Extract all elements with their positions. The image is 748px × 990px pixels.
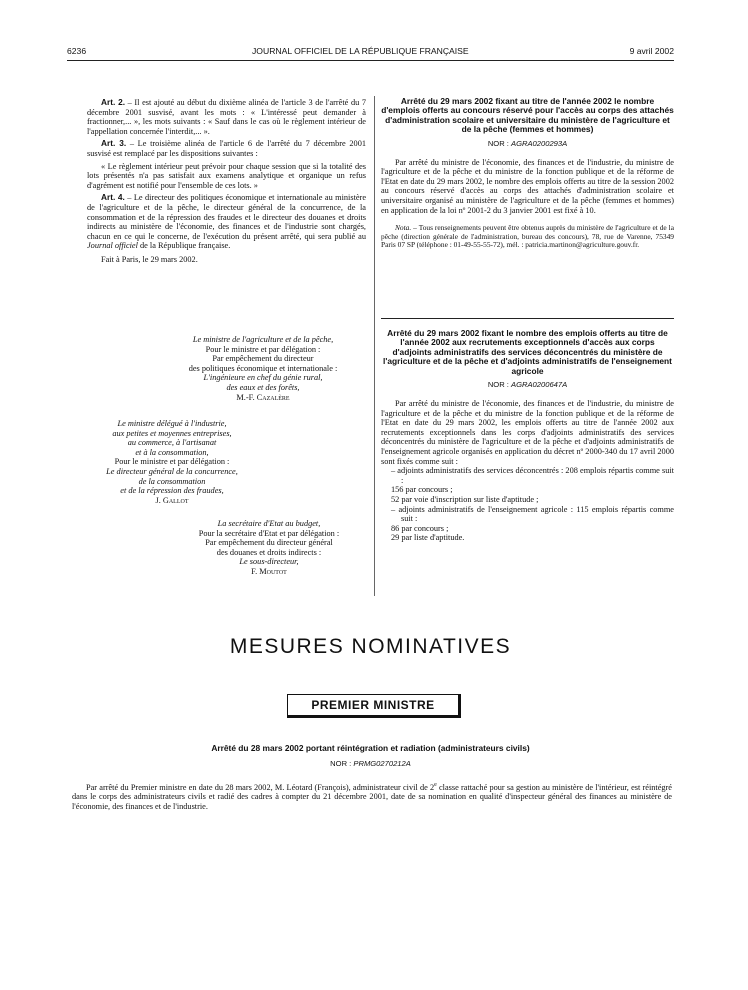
decree-body-adjoints: Par arrêté du ministre de l'économie, des finances et de l'industrie, du ministre de l'agriculture et de la pêche et du ministre de la fonction publique et de la réforme de l'Etat en date du 29 mars 2002, les emplois offerts au titre de l'année 2002 aux recrutements exceptionnels dans les corps d'adjoints administratifs des services déconcentrés du ministère de l'agriculture et de la pêche et d'adjoints administratifs de l'enseignement agricole organisés en application du décret nº 2000-340 du 17 avril 2000 sont fixés comme suit : – adjoints administratifs des services déconcentrés : 208 emplois répartis comme suit : 156 par concours ; 52 par voie d'inscription sur liste d'aptitude ; – adjoints administratifs de l'enseignement agricole : 115 emplois répartis comme suit : 86 par concours ; 29 par liste d'aptitude. [381, 399, 674, 543]
left-column [87, 98, 366, 265]
nor-reference: NOR : PRMG0270212A [330, 759, 411, 768]
signature-block-industrie: Le ministre délégué à l'industrie, aux petites et moyennes entreprises, au commerce, à l'artisanat et à la consommation, Pour le ministre et par délégation : Le directeur général de la concurrence, de la consommation et de la répression des fraudes, J. Gallot [72, 419, 272, 505]
fait-a-paris: Fait à Paris, le 29 mars 2002. [101, 254, 198, 264]
article-2: Art. 2. – Il est ajouté au début du dixième alinéa de l'article 3 de l'arrêté du 7 décembre 2001 susvisé, avant les mots : « L'intéressé peut demander à fractionner,... », les mots suivants : « Sauf dans le cas où le règlement intérieur de l'appellation concernée l'interdit,... ». [87, 97, 366, 136]
page-number: 6236 [67, 46, 87, 56]
emplois-list [389, 466, 674, 543]
list-item: 52 par voie d'inscription sur liste d'aptitude ; [391, 494, 539, 504]
article-4: Art. 4. – Le directeur des politiques économique et internationale au ministère de l'agriculture et de la pêche, le directeur général de la concurrence, de la consommation et de la répression des fraudes et le directeur des douanes et droits indirects au ministère de l'économie, des finances et de l'industrie sont chargés, chacun en ce qui le concerne, de l'exécution du présent arrêté, qui sera publié au Journal officiel de la République française. [87, 192, 367, 251]
list-item: 29 par liste d'aptitude. [391, 533, 465, 543]
list-item: 86 par concours ; [391, 523, 449, 533]
decree-title-reintegration: Arrêté du 28 mars 2002 portant réintégration et radiation (administrateurs civils) [211, 743, 530, 753]
decree-adjoints [381, 329, 674, 543]
decree-separator [381, 318, 674, 319]
right-column [381, 97, 674, 250]
decree-body-reintegration: Par arrêté du Premier ministre en date du 28 mars 2002, M. Léotard (François), administrateur civil de 2e classe rattaché pour sa gestion au ministère de l'intérieur, est réintégré dans le corps des administrateurs civils et radié des cadres à compter du 21 décembre 2001, date de sa nomination en qualité d'inspecteur général des finances au ministère de l'économie, des finances et de l'industrie. [72, 782, 672, 811]
ministry-box: PREMIER MINISTRE [287, 694, 461, 718]
issue-date: 9 avril 2002 [629, 46, 674, 56]
decree-title-attaches: Arrêté du 29 mars 2002 fixant au titre de l'année 2002 le nombre d'emplois offerts au concours réservé pour l'accès au corps des attachés d'administration scolaire et universitaire du ministère de l'agriculture et de la pêche (femmes et hommes) [381, 96, 674, 135]
column-divider [374, 96, 375, 596]
article-3-quote: « Le règlement intérieur peut prévoir pour chaque session que si la totalité des lots présentés n'a pas satisfait aux examens analytique et organique un refus d'agrément est notifié pour l'ensemble de ces lots. » [87, 161, 366, 190]
nor-reference: NOR : AGRA0200293A [487, 138, 568, 148]
nor-reference: NOR : AGRA0200647A [487, 380, 568, 390]
signature-block-agriculture: Le ministre de l'agriculture et de la pêche, Pour le ministre et par délégation : Par empêchement du directeur des politiques économique et internationale : L'ingénieure en chef du génie rural, des eaux et des forêts, M.-F. Cazalère [160, 335, 366, 402]
signatory-name: M.-F. Cazalère [236, 392, 290, 402]
decree-title-adjoints: Arrêté du 29 mars 2002 fixant le nombre des emplois offerts au titre de l'année 2002 aux recrutements exceptionnels d'accès aux corps d'adjoints administratifs des services déconcentrés du ministère de l'agriculture et de la pêche et d'adjoints administratifs de l'enseignement agricole [383, 328, 672, 376]
section-title: MESURES NOMINATIVES [229, 635, 512, 658]
article-3: Art. 3. – Le troisième alinéa de l'article 6 de l'arrêté du 7 décembre 2001 susvisé est remplacé par les dispositions suivantes : [87, 138, 367, 158]
journal-title: JOURNAL OFFICIEL DE LA RÉPUBLIQUE FRANÇAISE [252, 46, 469, 56]
signatory-name: J. Gallot [155, 495, 189, 505]
signature-block-budget: La secrétaire d'Etat au budget, Pour la secrétaire d'Etat et par délégation : Par empêchement du directeur général des douanes et droits indirects : Le sous-directeur, F. Moutot [166, 519, 372, 577]
signatory-name: F. Moutot [251, 566, 287, 576]
list-item: – adjoints administratifs de l'enseignement agricole : 115 emplois répartis comme suit : [391, 504, 674, 524]
decree-note: Nota. – Tous renseignements peuvent être obtenus auprès du ministère de l'agriculture et de la pêche (direction générale de l'administration, bureau des concours), 78, rue de Varenne, 75349 Paris 07 SP (téléphone : 01-49-55-55-72), mél. : patricia.martinon@agriculture.gouv.fr. [381, 223, 674, 250]
decree-body-attaches: Par arrêté du ministre de l'économie, des finances et de l'industrie, du ministre de l'agriculture et de la pêche et du ministre de la fonction publique et de la réforme de l'Etat en date du 29 mars 2002, le nombre des emplois offerts au titre de la session 2002 au concours réservé d'accès au corps des attachés d'administration scolaire et universitaire organisé au ministère de l'agriculture et de la pêche (femmes et hommes) en application de la loi nº 2001-2 du 3 janvier 2001 est fixé à 10. [381, 157, 674, 215]
list-item: 156 par concours ; [391, 485, 453, 495]
header-rule [67, 60, 674, 61]
list-item: – adjoints administratifs des services déconcentrés : 208 emplois répartis comme suit : [391, 466, 674, 485]
